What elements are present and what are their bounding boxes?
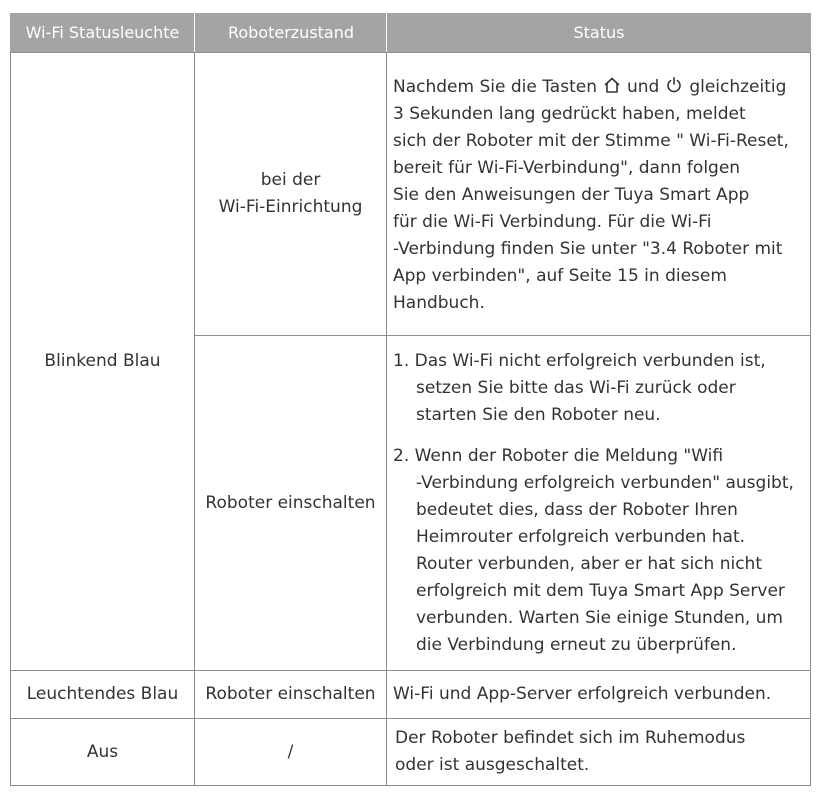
status-text: gleichzeitig [689,77,787,97]
status-line: 2. Wenn der Roboter die Meldung "Wifi [393,446,724,466]
status-connected: Wi-Fi und App-Server erfolgreich verbunden. [393,684,772,704]
status-power-on-item-2 [393,443,794,659]
header-wifi-light: Wi-Fi Statusleuchte [10,13,195,52]
status-power-on-item-1 [393,348,766,429]
grid-line [810,52,811,786]
status-line: Router verbunden, aber er hat sich nicht [416,554,762,574]
status-line: Der Roboter befindet sich im Ruhemodus [395,728,746,748]
power-icon [665,76,683,94]
status-line: Heimrouter erfolgreich verbunden hat. [416,527,746,547]
status-line: -Verbindung finden Sie unter "3.4 Roboter mit [393,239,783,259]
header-robot-state: Roboterzustand [195,13,387,52]
status-line: bedeutet dies, dass der Roboter Ihren [416,500,738,520]
status-line: bereit für Wi-Fi-Verbindung", dann folgen [393,158,741,178]
status-line: sich der Roboter mit der Stimme " Wi-Fi-Reset, [393,131,789,151]
state-line: Wi-Fi-Einrichtung [218,197,363,217]
header-divider [194,13,195,52]
cell-state-wifi-setup [195,53,386,335]
status-line: starten Sie den Roboter neu. [416,405,661,425]
status-text: und [626,77,660,97]
status-line: verbunden. Warten Sie einige Stunden, um [416,608,783,628]
status-line: die Verbindung erneut zu überprüfen. [416,635,737,655]
status-line: erfolgreich mit dem Tuya Smart App Server [416,581,785,601]
grid-line [386,52,387,786]
status-line: 3 Sekunden lang gedrückt haben, meldet [393,104,746,124]
cell-solid-blue: Leuchtendes Blau [26,684,179,704]
home-icon [603,76,621,94]
status-line: Handbuch. [393,293,485,313]
status-line: -Verbindung erfolgreich verbunden" ausgibt, [416,473,794,493]
grid-line [10,785,811,786]
status-line: Sie den Anweisungen der Tuya Smart App [393,185,750,205]
status-line: für die Wi-Fi Verbindung. Für die Wi-Fi [393,212,712,232]
header-divider [386,13,387,52]
cell-state-power-on: Roboter einschalten [205,492,376,513]
cell-state-power-on: Roboter einschalten [205,684,376,704]
status-text: Nachdem Sie die Tasten [393,77,597,97]
status-line: oder ist ausgeschaltet. [395,755,590,775]
state-line: bei der [260,170,321,190]
cell-state-none: / [287,741,294,762]
status-line: setzen Sie bitte das Wi-Fi zurück oder [416,378,736,398]
header-status: Status [387,13,811,52]
status-line: App verbinden", auf Seite 15 in diesem [393,266,727,286]
status-line [393,74,789,101]
cell-blinking-blue: Blinkend Blau [44,351,161,371]
status-line: 1. Das Wi-Fi nicht erfolgreich verbunden ist, [393,351,766,371]
status-wifi-setup [393,74,789,317]
cell-off: Aus [86,741,119,762]
status-sleep-mode [395,725,745,779]
wifi-status-table [10,13,811,786]
